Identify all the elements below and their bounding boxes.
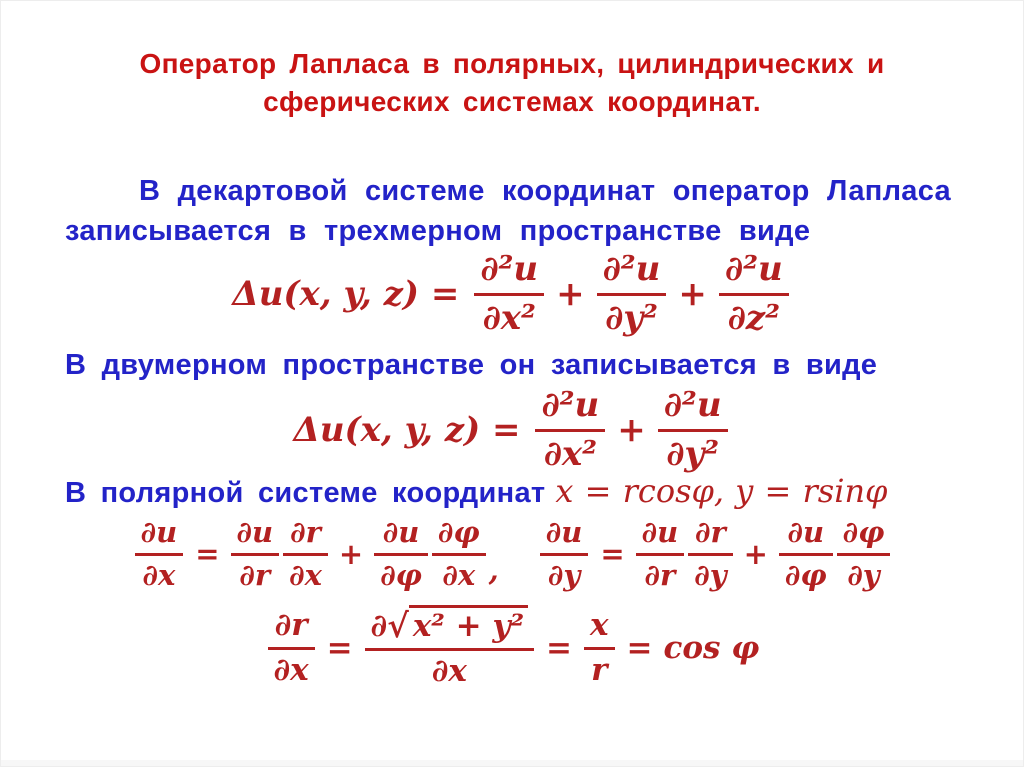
fraction-numerator: ∂²u — [597, 249, 667, 296]
paragraph-cartesian-line-1: В декартовой системе координат оператор Лапласа — [139, 175, 951, 207]
fraction-denominator: ∂x — [289, 557, 322, 592]
fraction — [432, 515, 486, 593]
plus-operator: + — [743, 536, 768, 571]
fraction — [374, 515, 428, 593]
fraction-numerator: ∂φ — [837, 515, 891, 556]
title-line-1: Оператор Лапласа в полярных, цилиндрических и — [139, 48, 885, 79]
fraction — [779, 515, 833, 593]
fraction-numerator: ∂u — [779, 515, 833, 556]
fraction-denominator: ∂r — [239, 557, 271, 592]
fraction-denominator: ∂x — [442, 557, 476, 592]
fraction-numerator: ∂r — [688, 515, 732, 556]
fraction-denominator: ∂y — [547, 557, 581, 592]
cos-phi-result: cos φ — [663, 629, 760, 666]
fraction-denominator: ∂x — [431, 653, 467, 690]
plus-operator: + — [556, 273, 585, 314]
fraction-numerator: ∂u — [231, 515, 280, 556]
fraction-numerator: ∂²u — [535, 385, 605, 432]
fraction-numerator — [365, 605, 534, 651]
fraction-denominator: ∂x — [142, 557, 176, 592]
formula-chain-y — [537, 515, 893, 593]
fraction-numerator: ∂φ — [432, 515, 486, 556]
fraction — [540, 515, 589, 593]
bottom-edge-strip — [1, 760, 1023, 766]
fraction-denominator: r — [591, 651, 608, 688]
equals-operator: = — [626, 629, 653, 666]
fraction — [636, 515, 685, 593]
fraction-denominator: ∂x² — [543, 433, 598, 474]
partial-symbol: ∂ — [370, 608, 388, 644]
paragraph-two-dim: В двумерном пространстве он записывается в виде — [65, 349, 878, 381]
fraction-denominator: ∂z² — [727, 297, 780, 338]
fraction-denominator: ∂φ — [380, 557, 422, 592]
equals-operator: = — [600, 536, 625, 571]
fraction-denominator: ∂φ — [784, 557, 827, 592]
formula-dr-dx — [1, 605, 1023, 690]
equals-operator: = — [326, 629, 353, 666]
fraction-numerator: ∂²u — [658, 385, 728, 432]
fraction-denominator: ∂y² — [605, 297, 658, 338]
formula-chain-rule — [1, 515, 1023, 593]
fraction-numerator: ∂r — [283, 515, 328, 556]
title-line-2: сферических системах координат. — [263, 86, 761, 117]
fraction — [268, 607, 315, 689]
formula-chain-x — [132, 515, 499, 593]
plus-operator: + — [617, 409, 646, 450]
fraction — [658, 385, 728, 475]
equals-operator: = — [195, 536, 220, 571]
fraction-numerator: ∂u — [374, 515, 428, 556]
fraction — [719, 249, 789, 339]
fraction — [365, 605, 534, 690]
fraction — [837, 515, 891, 593]
polar-relations-math: x = rcosφ, y = rsinφ — [555, 472, 888, 510]
plus-operator: + — [338, 536, 364, 571]
slide-title — [1, 45, 1023, 121]
fraction — [135, 515, 184, 593]
fraction — [688, 515, 732, 593]
equals-operator: = — [546, 629, 573, 666]
fraction-numerator: ∂²u — [474, 249, 544, 296]
formula-laplace-3d — [1, 249, 1023, 339]
comma-separator: , — [488, 552, 499, 587]
fraction — [584, 607, 614, 689]
fraction — [474, 249, 544, 339]
radicand: x² + y² — [409, 605, 528, 645]
formula-lhs: Δu(x, y, z) = — [293, 409, 521, 450]
fraction-numerator: ∂u — [135, 515, 184, 556]
plus-operator: + — [678, 273, 707, 314]
fraction — [283, 515, 328, 593]
fraction-numerator: ∂u — [540, 515, 589, 556]
fraction-numerator: ∂u — [636, 515, 685, 556]
paragraph-cartesian — [65, 171, 965, 251]
fraction-denominator: ∂x² — [482, 297, 536, 338]
paragraph-polar — [65, 471, 887, 513]
fraction-numerator: x — [584, 607, 614, 650]
fraction-denominator: ∂x — [273, 651, 309, 688]
fraction — [231, 515, 280, 593]
paragraph-cartesian-line-2: записывается в трехмерном пространстве виде — [65, 215, 811, 247]
fraction — [535, 385, 605, 475]
polar-label: В полярной системе координат — [65, 477, 546, 509]
fraction-denominator: ∂y — [847, 557, 880, 592]
fraction-numerator: ∂r — [268, 607, 315, 650]
fraction — [597, 249, 667, 339]
fraction-denominator: ∂y — [694, 557, 727, 592]
formula-lhs: Δu(x, y, z) = — [232, 273, 460, 314]
formula-laplace-2d — [1, 385, 1023, 475]
square-root-expression — [371, 608, 528, 644]
fraction-numerator: ∂²u — [719, 249, 789, 296]
fraction-denominator: ∂r — [644, 557, 676, 592]
fraction-denominator: ∂y² — [666, 433, 720, 474]
radical-icon: √ — [387, 606, 409, 645]
